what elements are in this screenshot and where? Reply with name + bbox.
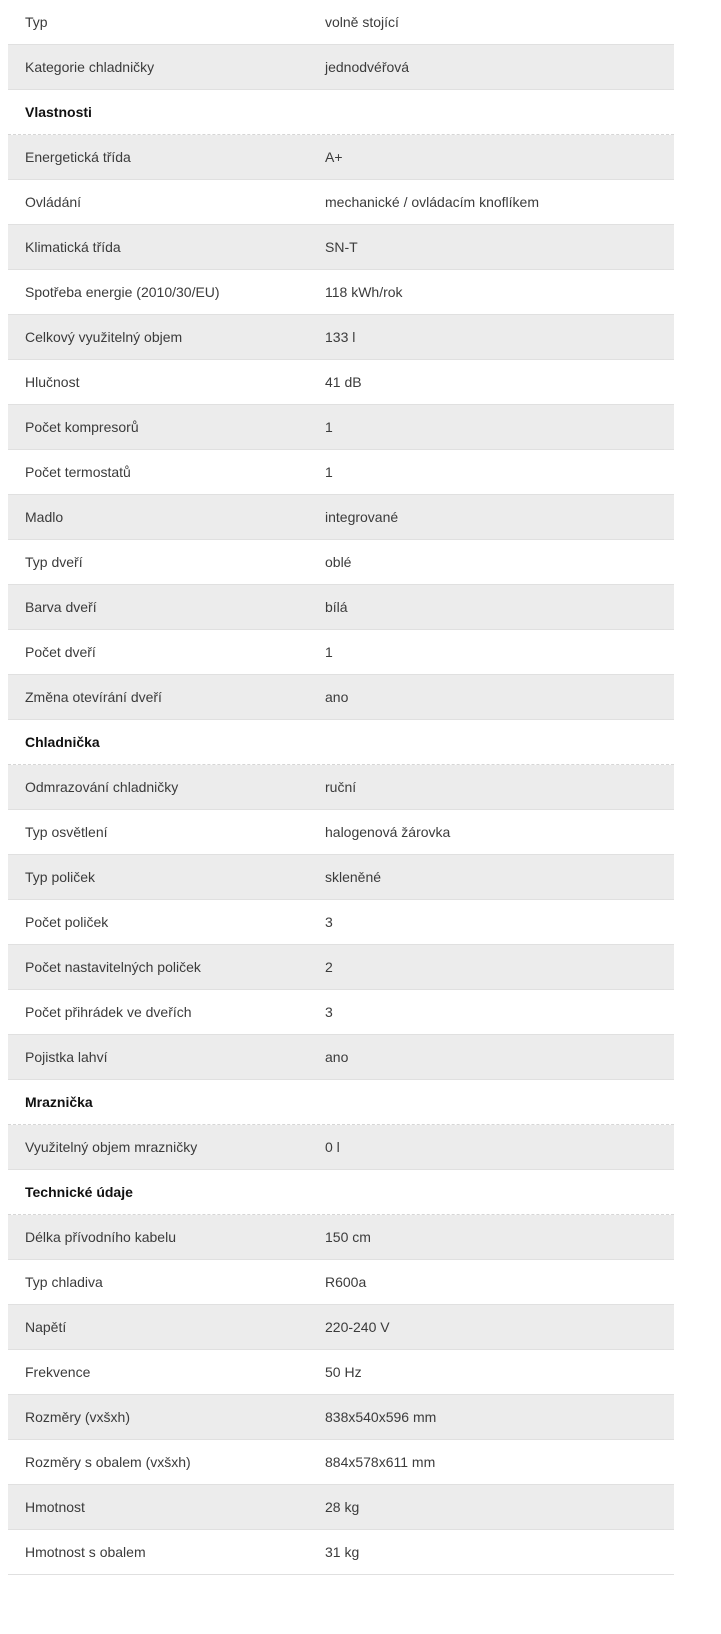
spec-row	[8, 315, 674, 360]
spec-value: SN-T	[325, 239, 358, 255]
section-header	[8, 90, 674, 135]
spec-label: Počet poliček	[25, 914, 109, 930]
spec-label: Pojistka lahví	[25, 1049, 108, 1065]
spec-row	[8, 675, 674, 720]
spec-label: Rozměry s obalem (vxšxh)	[25, 1454, 191, 1470]
spec-value: 838x540x596 mm	[325, 1409, 437, 1425]
spec-label: Typ dveří	[25, 554, 83, 570]
spec-value: 0 l	[325, 1139, 340, 1155]
spec-label: Kategorie chladničky	[25, 59, 155, 75]
spec-label: Odmrazování chladničky	[25, 779, 179, 795]
spec-label: Klimatická třída	[25, 239, 121, 255]
spec-label: Počet termostatů	[25, 464, 131, 480]
spec-label: Hlučnost	[25, 374, 80, 390]
spec-value: ano	[325, 1049, 349, 1065]
spec-value: integrované	[325, 509, 399, 525]
spec-row	[8, 180, 674, 225]
spec-label: Počet dveří	[25, 644, 96, 660]
spec-value: 1	[325, 644, 333, 660]
spec-label: Energetická třída	[25, 149, 131, 165]
spec-value: bílá	[325, 599, 348, 615]
spec-value: 3	[325, 914, 333, 930]
spec-label: Hmotnost s obalem	[25, 1544, 146, 1560]
spec-value: volně stojící	[325, 14, 399, 30]
spec-row	[8, 765, 674, 810]
spec-value: 31 kg	[325, 1544, 360, 1560]
spec-value: A+	[325, 149, 343, 165]
spec-row	[8, 1125, 674, 1170]
spec-value: R600a	[325, 1274, 367, 1290]
spec-row	[8, 1260, 674, 1305]
spec-row	[8, 585, 674, 630]
section-title: Chladnička	[25, 734, 100, 750]
spec-row	[8, 495, 674, 540]
spec-value: 3	[325, 1004, 333, 1020]
spec-value: 118 kWh/rok	[325, 284, 403, 300]
section-header	[8, 1170, 674, 1215]
spec-label: Typ chladiva	[25, 1274, 103, 1290]
spec-value: mechanické / ovládacím knoflíkem	[325, 194, 539, 210]
spec-table	[8, 0, 674, 1575]
spec-row	[8, 360, 674, 405]
spec-row	[8, 135, 674, 180]
section-header	[8, 1080, 674, 1125]
spec-row	[8, 810, 674, 855]
spec-value: ano	[325, 689, 349, 705]
spec-label: Frekvence	[25, 1364, 91, 1380]
spec-value: ruční	[325, 779, 357, 795]
spec-row	[8, 1395, 674, 1440]
spec-row	[8, 1350, 674, 1395]
spec-row	[8, 855, 674, 900]
spec-label: Celkový využitelný objem	[25, 329, 183, 345]
spec-value: 28 kg	[325, 1499, 360, 1515]
spec-label: Ovládání	[25, 194, 82, 210]
spec-row	[8, 0, 674, 45]
spec-row	[8, 45, 674, 90]
spec-label: Rozměry (vxšxh)	[25, 1409, 131, 1425]
spec-row	[8, 900, 674, 945]
spec-label: Počet nastavitelných poliček	[25, 959, 201, 975]
spec-label: Spotřeba energie (2010/30/EU)	[25, 284, 220, 300]
spec-value: 220-240 V	[325, 1319, 390, 1335]
section-title: Vlastnosti	[25, 104, 92, 120]
spec-label: Využitelný objem mrazničky	[25, 1139, 198, 1155]
spec-value: 150 cm	[325, 1229, 371, 1245]
spec-row	[8, 450, 674, 495]
spec-value: skleněné	[325, 869, 382, 885]
spec-value: halogenová žárovka	[325, 824, 451, 840]
spec-value: 41 dB	[325, 374, 362, 390]
spec-row	[8, 1215, 674, 1260]
section-title: Mraznička	[25, 1094, 93, 1110]
spec-label: Napětí	[25, 1319, 67, 1335]
spec-value: 133 l	[325, 329, 356, 345]
spec-value: 50 Hz	[325, 1364, 362, 1380]
spec-label: Typ	[25, 14, 48, 30]
spec-row	[8, 1305, 674, 1350]
spec-label: Barva dveří	[25, 599, 97, 615]
spec-row	[8, 225, 674, 270]
spec-label: Počet kompresorů	[25, 419, 139, 435]
spec-row	[8, 405, 674, 450]
spec-value: 1	[325, 419, 333, 435]
spec-row	[8, 1035, 674, 1080]
spec-row	[8, 630, 674, 675]
spec-value: 2	[325, 959, 333, 975]
spec-value: 884x578x611 mm	[325, 1454, 436, 1470]
spec-label: Změna otevírání dveří	[25, 689, 162, 705]
spec-label: Typ osvětlení	[25, 824, 108, 840]
spec-row	[8, 540, 674, 585]
spec-label: Hmotnost	[25, 1499, 85, 1515]
spec-value: 1	[325, 464, 333, 480]
spec-value: oblé	[325, 554, 352, 570]
spec-label: Počet přihrádek ve dveřích	[25, 1004, 192, 1020]
spec-row	[8, 270, 674, 315]
spec-row	[8, 1485, 674, 1530]
spec-label: Madlo	[25, 509, 64, 525]
spec-value: jednodvéřová	[325, 59, 410, 75]
spec-label: Délka přívodního kabelu	[25, 1229, 176, 1245]
spec-row	[8, 945, 674, 990]
section-header	[8, 720, 674, 765]
spec-row	[8, 1530, 674, 1575]
spec-row	[8, 1440, 674, 1485]
spec-row	[8, 990, 674, 1035]
section-title: Technické údaje	[25, 1184, 133, 1200]
spec-label: Typ poliček	[25, 869, 96, 885]
